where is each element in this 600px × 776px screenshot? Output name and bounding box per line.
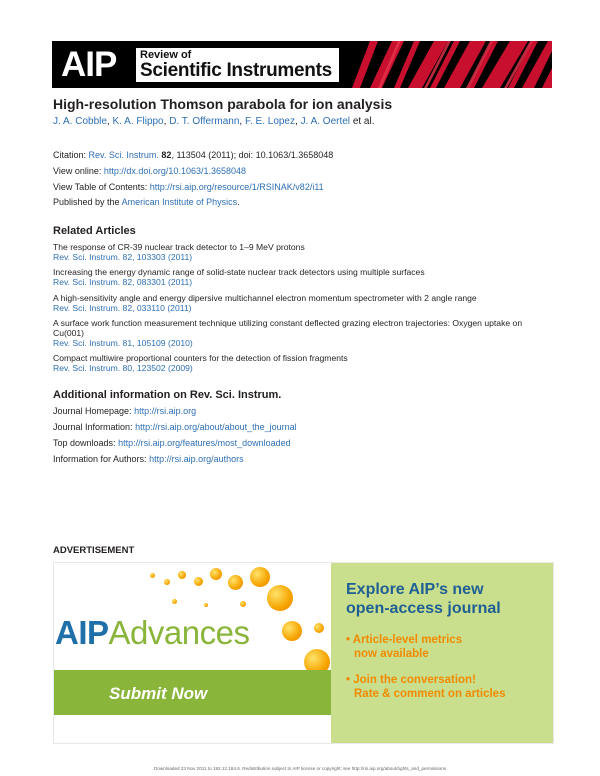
ad-decorative-dot xyxy=(204,603,208,607)
ad-bullet-metrics xyxy=(346,634,462,662)
author-link[interactable]: K. A. Flippo xyxy=(112,116,164,127)
related-article-citation[interactable]: Rev. Sci. Instrum. 82, 083301 (2011) xyxy=(53,277,193,288)
author-link[interactable]: F. E. Lopez xyxy=(244,116,295,127)
journal-name-line1: Review of xyxy=(140,49,192,61)
related-article xyxy=(53,293,553,313)
top-downloads-link[interactable]: http://rsi.aip.org/features/most_downloaded xyxy=(118,438,291,448)
ad-decorative-dot xyxy=(164,579,170,585)
aip-logo[interactable]: AIP xyxy=(61,45,117,84)
ad-decorative-dot xyxy=(282,621,302,641)
published-label: Published by the xyxy=(53,197,120,207)
citation-volume: 82 xyxy=(161,150,172,160)
information-for-authors-label: Information for Authors: xyxy=(53,454,147,464)
related-article-title[interactable]: Compact multiwire proportional counters for the detection of fission fragments xyxy=(53,353,348,364)
journal-information-label: Journal Information: xyxy=(53,422,133,432)
information-for-authors-link[interactable]: http://rsi.aip.org/authors xyxy=(149,454,244,464)
ad-bullet-conversation xyxy=(346,674,505,702)
published-by-line xyxy=(53,197,240,207)
ad-decorative-dot xyxy=(314,623,324,633)
journal-header-banner xyxy=(52,41,552,88)
related-article xyxy=(53,242,553,262)
related-article xyxy=(53,353,553,373)
ad-headline-line1: Explore AIP’s new xyxy=(346,581,484,598)
publisher-link[interactable]: American Institute of Physics xyxy=(121,197,238,207)
ad-decorative-dot xyxy=(210,568,222,580)
journal-information-link[interactable]: http://rsi.aip.org/about/about_the_journal xyxy=(135,422,297,432)
ad-decorative-dot xyxy=(240,601,246,607)
journal-homepage-label: Journal Homepage: xyxy=(53,406,132,416)
et-al: et al. xyxy=(352,116,375,127)
aip-advances-logo xyxy=(55,614,249,652)
ad-decorative-dot xyxy=(228,575,243,590)
related-article-title[interactable]: The response of CR-39 nuclear track detector to 1–9 MeV protons xyxy=(53,242,305,252)
citation-journal-link[interactable]: Rev. Sci. Instrum. xyxy=(88,150,159,160)
citation-rest: , 113504 (2011); doi: 10.1063/1.3658048 xyxy=(171,150,334,160)
author-link[interactable]: D. T. Offermann xyxy=(169,116,240,127)
citation-line xyxy=(53,150,333,160)
ad-logo-aip: AIP xyxy=(55,614,109,651)
ad-decorative-dot xyxy=(194,577,203,586)
additional-info-heading: Additional information on Rev. Sci. Instrum. xyxy=(53,389,282,401)
journal-homepage-line xyxy=(53,406,196,416)
related-article-citation[interactable]: Rev. Sci. Instrum. 80, 123502 (2009) xyxy=(53,363,193,374)
citation-label: Citation: xyxy=(53,150,87,160)
ad-decorative-dot xyxy=(267,585,293,611)
view-online-line xyxy=(53,166,246,176)
advertisement-label: ADVERTISEMENT xyxy=(53,545,135,556)
ad-bullet-line: Rate & comment on articles xyxy=(354,687,506,700)
related-article-title[interactable]: A surface work function measurement technique utilizing constant deflected grazing electron trajectories: Oxygen uptake on Cu(001) xyxy=(53,317,523,338)
top-downloads-label: Top downloads: xyxy=(53,438,116,448)
submit-now-button[interactable]: Submit Now xyxy=(109,684,208,703)
ad-bullet-line: • Join the conversation! xyxy=(346,674,476,686)
view-online-label: View online: xyxy=(53,166,102,176)
related-article-citation[interactable]: Rev. Sci. Instrum. 82, 033110 (2011) xyxy=(53,302,192,313)
view-online-link[interactable]: http://dx.doi.org/10.1063/1.3658048 xyxy=(103,166,247,176)
related-article xyxy=(53,267,553,287)
ad-decorative-dot xyxy=(250,567,270,587)
ad-logo-advances: Advances xyxy=(108,614,250,651)
information-for-authors-line xyxy=(53,454,244,464)
ad-decorative-dot xyxy=(172,599,177,604)
author-link[interactable]: J. A. Cobble xyxy=(53,116,107,127)
ad-headline-line2: open-access journal xyxy=(346,600,501,618)
article-title: High-resolution Thomson parabola for ion analysis xyxy=(53,96,393,112)
aip-advances-advertisement[interactable] xyxy=(53,562,554,744)
ad-bullet-line: • Article-level metrics xyxy=(346,634,463,646)
journal-homepage-link[interactable]: http://rsi.aip.org xyxy=(134,406,197,416)
ad-bullet-line: now available xyxy=(354,647,429,660)
toc-link[interactable]: http://rsi.aip.org/resource/1/RSINAK/v82/i11 xyxy=(149,182,324,192)
related-articles-heading: Related Articles xyxy=(53,225,136,237)
top-downloads-line xyxy=(53,438,291,448)
ad-decorative-dot xyxy=(178,571,186,579)
related-article-title[interactable]: A high-sensitivity angle and energy dipersive multichannel electron momentum spectrometer with 2 angle range xyxy=(53,292,477,303)
related-article-title[interactable]: Increasing the energy dynamic range of solid-state nuclear track detectors using multiple surfaces xyxy=(53,267,425,278)
author-link[interactable]: J. A. Oertel xyxy=(300,116,351,127)
toc-label: View Table of Contents: xyxy=(53,182,148,192)
ad-decorative-dot xyxy=(150,573,155,578)
ad-headline xyxy=(346,580,501,618)
download-footer-note: Downloaded 23 Nov 2011 to 192.12.184.6. Redistribution subject to AIP license or copyright; see http://rsi.aip.org/about/rights_and_permissions xyxy=(154,766,446,771)
table-of-contents-line xyxy=(53,182,324,192)
related-article-citation[interactable]: Rev. Sci. Instrum. 82, 103303 (2011) xyxy=(53,252,193,263)
author-list: J. A. Cobble, K. A. Flippo, D. T. Offermann, F. E. Lopez, J. A. Oertel et al. xyxy=(53,116,375,127)
journal-information-line xyxy=(53,422,297,432)
related-article-citation[interactable]: Rev. Sci. Instrum. 81, 105109 (2010) xyxy=(53,338,193,349)
published-end: . xyxy=(237,197,240,207)
journal-name[interactable] xyxy=(136,48,339,82)
related-articles-list xyxy=(53,242,553,379)
related-article xyxy=(53,318,553,348)
journal-name-line2: Scientific Instruments xyxy=(140,60,332,81)
